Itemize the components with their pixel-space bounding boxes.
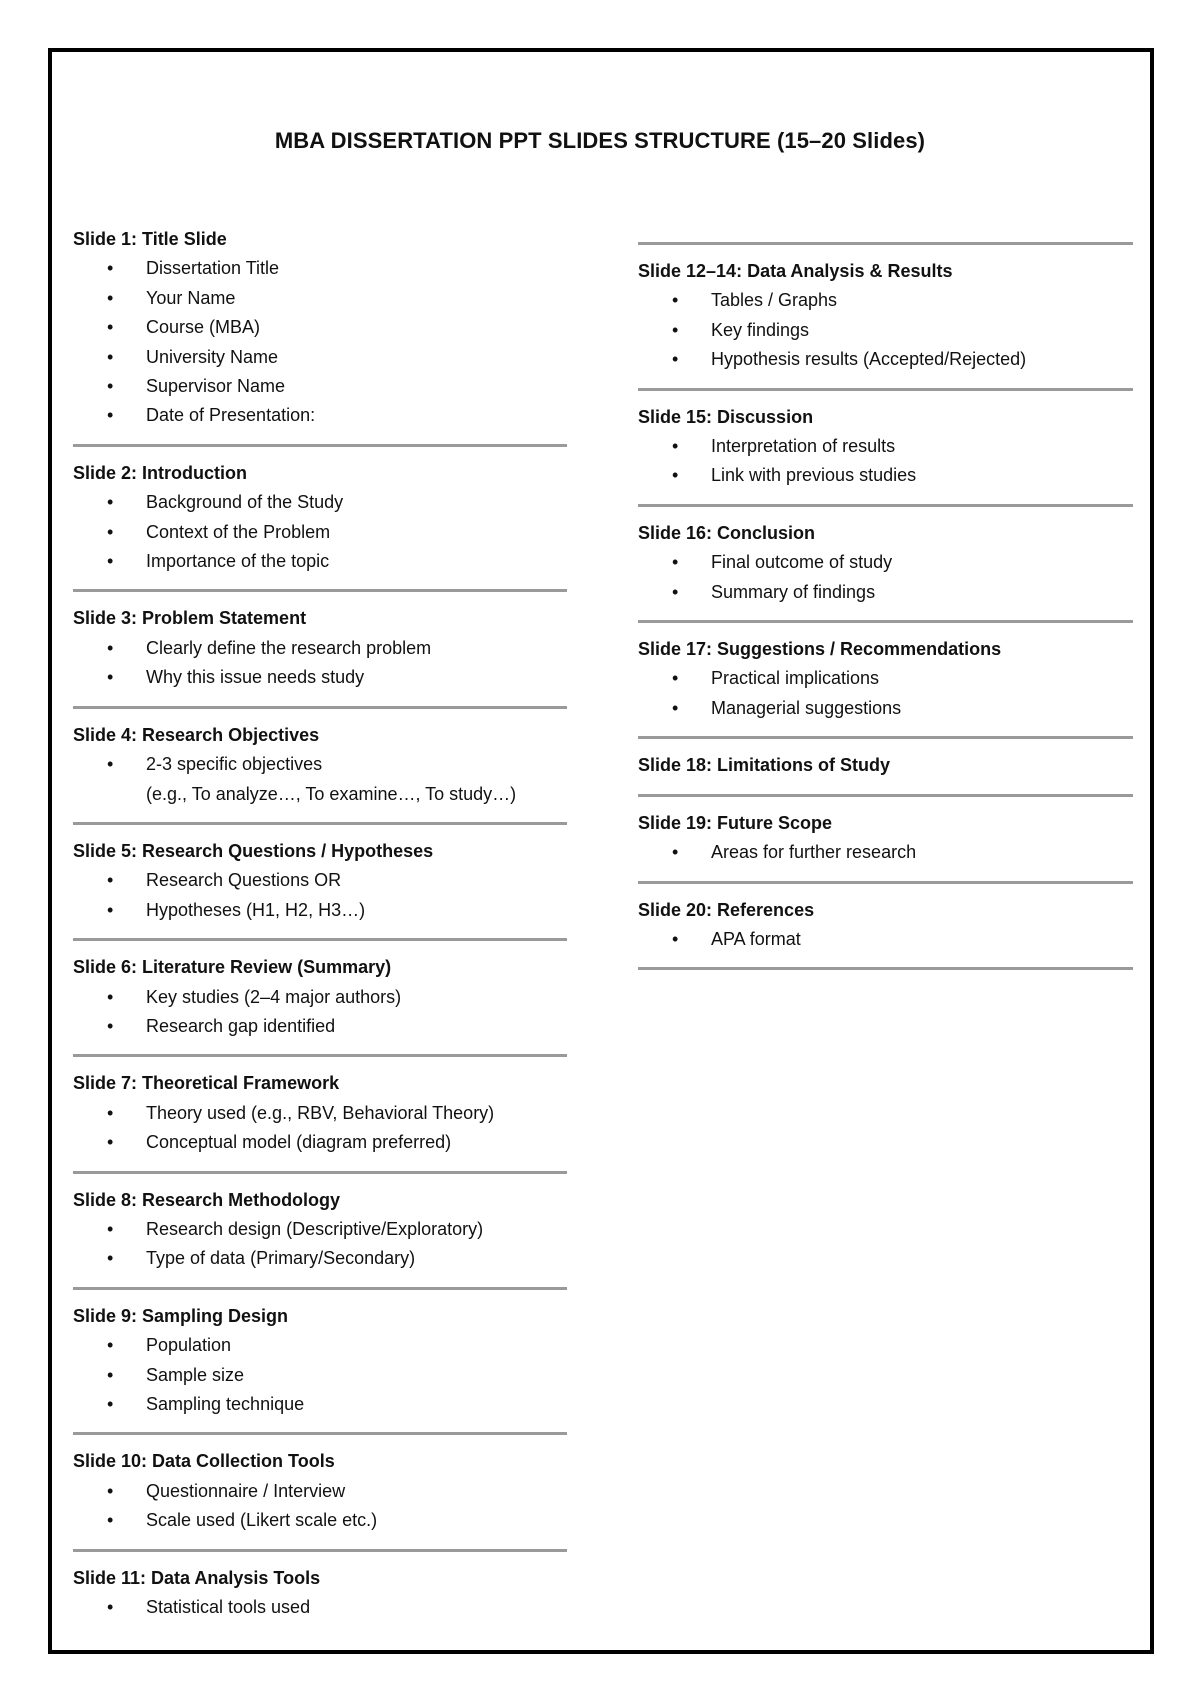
bullet-list <box>73 1331 567 1419</box>
bullet-list <box>73 866 567 925</box>
slide-section <box>638 635 1133 723</box>
section-divider <box>73 444 567 447</box>
bullet-item: • Research gap identified <box>73 1012 567 1041</box>
section-divider <box>73 1054 567 1057</box>
bullet-item: • Course (MBA) <box>73 313 567 342</box>
bullet-list <box>73 254 567 430</box>
bullet-item: • APA format <box>638 925 1133 954</box>
bullet-list <box>73 1477 567 1536</box>
bullet-item: • Supervisor Name <box>73 372 567 401</box>
slide-section <box>638 403 1133 491</box>
bullet-item: • Key findings <box>638 316 1133 345</box>
bullet-list <box>638 925 1133 954</box>
bullet-item: • Statistical tools used <box>73 1593 567 1622</box>
bullet-list <box>638 838 1133 867</box>
section-divider <box>638 794 1133 797</box>
section-divider <box>638 881 1133 884</box>
slide-section <box>73 1302 567 1420</box>
section-heading: Slide 19: Future Scope <box>638 812 833 833</box>
section-heading: Slide 11: Data Analysis Tools <box>73 1567 321 1588</box>
bullet-item: • Tables / Graphs <box>638 286 1133 315</box>
bullet-item: • Link with previous studies <box>638 461 1133 490</box>
section-heading: Slide 3: Problem Statement <box>73 608 307 629</box>
section-heading: Slide 12–14: Data Analysis & Results <box>638 261 953 281</box>
section-heading: Slide 5: Research Questions / Hypotheses <box>73 840 434 861</box>
section-heading: Slide 8: Research Methodology <box>73 1189 341 1210</box>
section-divider <box>73 1171 567 1174</box>
left-column <box>73 225 567 1622</box>
bullet-item: • Hypothesis results (Accepted/Rejected) <box>638 345 1133 374</box>
slide-section <box>73 1564 567 1623</box>
section-divider <box>73 1432 567 1435</box>
bullet-item: • Background of the Study <box>73 488 567 517</box>
slide-section <box>73 1069 567 1157</box>
bullet-item: • Why this issue needs study <box>73 663 567 692</box>
section-heading: Slide 2: Introduction <box>73 462 247 483</box>
bullet-list <box>638 286 1133 374</box>
bullet-list <box>73 634 567 693</box>
slide-section <box>638 896 1133 955</box>
section-heading: Slide 20: References <box>638 899 815 920</box>
bullet-item: • Context of the Problem <box>73 518 567 547</box>
slide-section <box>638 751 1133 780</box>
section-heading: Slide 9: Sampling Design <box>73 1305 289 1326</box>
bullet-item: • Key studies (2–4 major authors) <box>73 983 567 1012</box>
bullet-item: • Areas for further research <box>638 838 1133 867</box>
bullet-item: • University Name <box>73 343 567 372</box>
bullet-list <box>73 1099 567 1158</box>
bullet-list <box>73 1593 567 1622</box>
slide-section <box>73 721 567 809</box>
section-heading: Slide 18: Limitations of Study <box>638 755 891 776</box>
bullet-item: • Interpretation of results <box>638 432 1133 461</box>
section-divider <box>73 589 567 592</box>
slide-section <box>73 1447 567 1535</box>
section-heading: Slide 7: Theoretical Framework <box>73 1073 340 1094</box>
section-heading: Slide 15: Discussion <box>638 406 814 427</box>
section-divider <box>73 706 567 709</box>
slide-section <box>73 1186 567 1274</box>
bullet-item: • Practical implications <box>638 664 1133 693</box>
section-heading: Slide 6: Literature Review (Summary) <box>73 957 392 978</box>
bullet-item: • Research Questions OR <box>73 866 567 895</box>
section-divider <box>638 620 1133 623</box>
bullet-continuation: (e.g., To analyze…, To examine…, To study…) <box>146 783 517 804</box>
bullet-list <box>638 664 1133 723</box>
bullet-item: • Clearly define the research problem <box>73 634 567 663</box>
bullet-item: • Importance of the topic <box>73 547 567 576</box>
bullet-item: • Managerial suggestions <box>638 694 1133 723</box>
bullet-item: • Final outcome of study <box>638 548 1133 577</box>
bullet-item: • Scale used (Likert scale etc.) <box>73 1506 567 1535</box>
document-title: MBA DISSERTATION PPT SLIDES STRUCTURE (15–20 Slides) <box>274 128 926 153</box>
bullet-item: • Conceptual model (diagram preferred) <box>73 1128 567 1157</box>
section-divider <box>638 736 1133 739</box>
section-divider <box>638 967 1133 970</box>
section-heading: Slide 16: Conclusion <box>638 522 816 543</box>
bullet-list <box>73 750 567 809</box>
bullet-item: • Date of Presentation: <box>73 401 567 430</box>
bullet-item: • Sample size <box>73 1361 567 1390</box>
section-divider <box>73 1287 567 1290</box>
section-divider <box>638 504 1133 507</box>
bullet-list <box>638 432 1133 491</box>
section-divider <box>73 822 567 825</box>
section-heading: Slide 1: Title Slide <box>73 229 227 249</box>
section-divider <box>638 388 1133 391</box>
slide-section <box>73 459 567 577</box>
bullet-item: • Theory used (e.g., RBV, Behavioral Theory) <box>73 1099 567 1128</box>
bullet-item: • Dissertation Title <box>73 254 567 283</box>
section-divider <box>73 938 567 941</box>
slide-section <box>73 225 567 431</box>
bullet-item: • Your Name <box>73 284 567 313</box>
section-divider <box>638 242 1133 245</box>
slide-section <box>73 837 567 925</box>
bullet-item: • Hypotheses (H1, H2, H3…) <box>73 896 567 925</box>
bullet-item: • Research design (Descriptive/Exploratory) <box>73 1215 567 1244</box>
slide-section <box>638 257 1133 375</box>
section-heading: Slide 10: Data Collection Tools <box>73 1451 335 1472</box>
right-column <box>638 242 1133 982</box>
bullet-item: • Sampling technique <box>73 1390 567 1419</box>
bullet-list <box>73 488 567 576</box>
bullet-list <box>73 1215 567 1274</box>
slide-section <box>73 604 567 692</box>
slide-section <box>638 519 1133 607</box>
bullet-item: • Type of data (Primary/Secondary) <box>73 1244 567 1273</box>
bullet-item: • 2-3 specific objectives <box>73 750 567 779</box>
bullet-item: • Summary of findings <box>638 578 1133 607</box>
section-heading: Slide 4: Research Objectives <box>73 724 320 745</box>
bullet-list <box>638 548 1133 607</box>
bullet-list <box>73 983 567 1042</box>
slide-section <box>638 809 1133 868</box>
bullet-item: • Questionnaire / Interview <box>73 1477 567 1506</box>
bullet-item: • Population <box>73 1331 567 1360</box>
slide-section <box>73 953 567 1041</box>
section-divider <box>73 1549 567 1552</box>
section-heading: Slide 17: Suggestions / Recommendations <box>638 639 1002 660</box>
